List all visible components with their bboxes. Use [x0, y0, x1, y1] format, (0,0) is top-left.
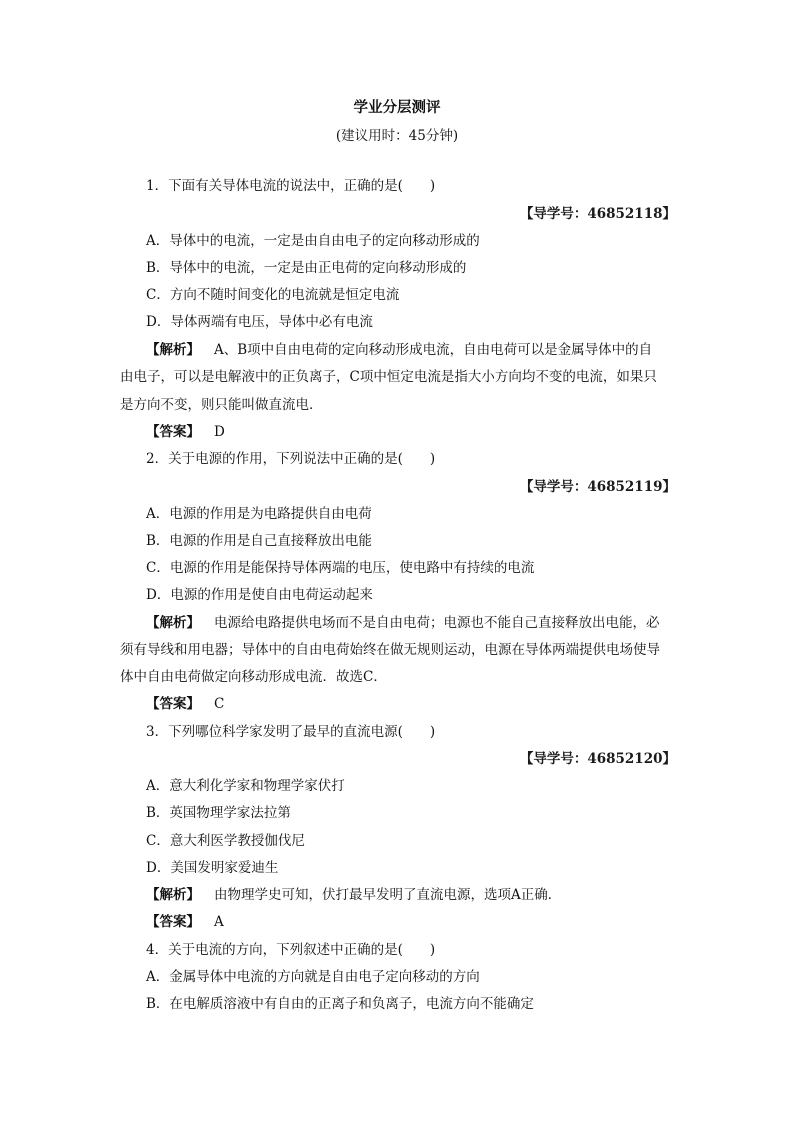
- question-4-option-b: B．在电解质溶液中有自由的正离子和负离子，电流方向不能确定: [146, 996, 534, 1012]
- question-3-analysis: [146, 885, 702, 905]
- answer-label: 【答案】: [146, 696, 200, 712]
- answer-value: C: [214, 696, 225, 712]
- analysis-label: 【解析】: [146, 887, 200, 903]
- page-subtitle: (建议用时：45分钟): [335, 128, 459, 144]
- question-2-option-b: B．电源的作用是自己直接释放出电能: [146, 533, 372, 549]
- question-1-option-b: B．导体中的电流，一定是由正电荷的定向移动形成的: [146, 260, 467, 276]
- question-3-option-a: A．意大利化学家和物理学家伏打: [146, 778, 345, 794]
- question-1-option-d: D．导体两端有电压，导体中必有电流: [146, 314, 373, 330]
- question-1-guide-number: 【导学号：46852118】: [519, 206, 676, 222]
- analysis-label: 【解析】: [146, 342, 200, 358]
- analysis-text: 由物理学史可知，伏打最早发明了直流电源，选项A正确．: [214, 887, 562, 903]
- question-1-analysis-line-3: 是方向不变，则只能叫做直流电．: [120, 397, 323, 413]
- answer-label: 【答案】: [146, 914, 200, 930]
- question-3-guide-number: 【导学号：46852120】: [519, 751, 676, 767]
- question-2-option-d: D．电源的作用是使自由电荷运动起来: [146, 587, 373, 603]
- question-1-answer: [146, 422, 702, 442]
- question-2-analysis: [146, 613, 702, 633]
- question-1-analysis-line-2: 由电子，可以是电解液中的正负离子，C项中恒定电流是指大小方向均不变的电流，如果只: [120, 369, 657, 385]
- page-title: 学业分层测评: [353, 99, 441, 116]
- analysis-text: 电源给电路提供电场而不是自由电荷；电源也不能自己直接释放出电能，必: [214, 615, 660, 631]
- question-2-analysis-line-3: 体中自由电荷做定向移动形成电流．故选C．: [120, 669, 387, 685]
- question-3-stem: 3．下列哪位科学家发明了最早的直流电源( ): [146, 724, 436, 740]
- question-3-option-b: B．英国物理学家法拉第: [146, 805, 291, 821]
- answer-value: D: [214, 424, 225, 440]
- answer-value: A: [214, 914, 224, 930]
- question-2-option-a: A．电源的作用是为电路提供自由电荷: [146, 506, 372, 522]
- question-1-option-a: A．导体中的电流，一定是由自由电子的定向移动形成的: [146, 233, 480, 249]
- question-1-option-c: C．方向不随时间变化的电流就是恒定电流: [146, 287, 400, 303]
- question-1-stem: 1．下面有关导体电流的说法中，正确的是( ): [146, 178, 436, 194]
- question-4-stem: 4．关于电流的方向，下列叙述中正确的是( ): [146, 942, 436, 958]
- question-3-answer: [146, 912, 702, 932]
- question-3-option-c: C．意大利医学教授伽伐尼: [146, 833, 305, 849]
- question-2-option-c: C．电源的作用是能保持导体两端的电压，使电路中有持续的电流: [146, 560, 535, 576]
- question-2-answer: [146, 694, 702, 714]
- question-2-analysis-line-2: 须有导线和用电器；导体中的自由电荷始终在做无规则运动，电源在导体两端提供电场使导: [120, 642, 660, 658]
- question-2-guide-number: 【导学号：46852119】: [519, 479, 676, 495]
- analysis-label: 【解析】: [146, 615, 200, 631]
- answer-label: 【答案】: [146, 424, 200, 440]
- question-3-option-d: D．美国发明家爱迪生: [146, 860, 279, 876]
- question-4-option-a: A．金属导体中电流的方向就是自由电子定向移动的方向: [146, 969, 480, 985]
- analysis-text: A、B项中自由电荷的定向移动形成电流，自由电荷可以是金属导体中的自: [214, 342, 653, 358]
- question-2-stem: 2．关于电源的作用，下列说法中正确的是( ): [146, 451, 436, 467]
- question-1-analysis: [146, 340, 702, 360]
